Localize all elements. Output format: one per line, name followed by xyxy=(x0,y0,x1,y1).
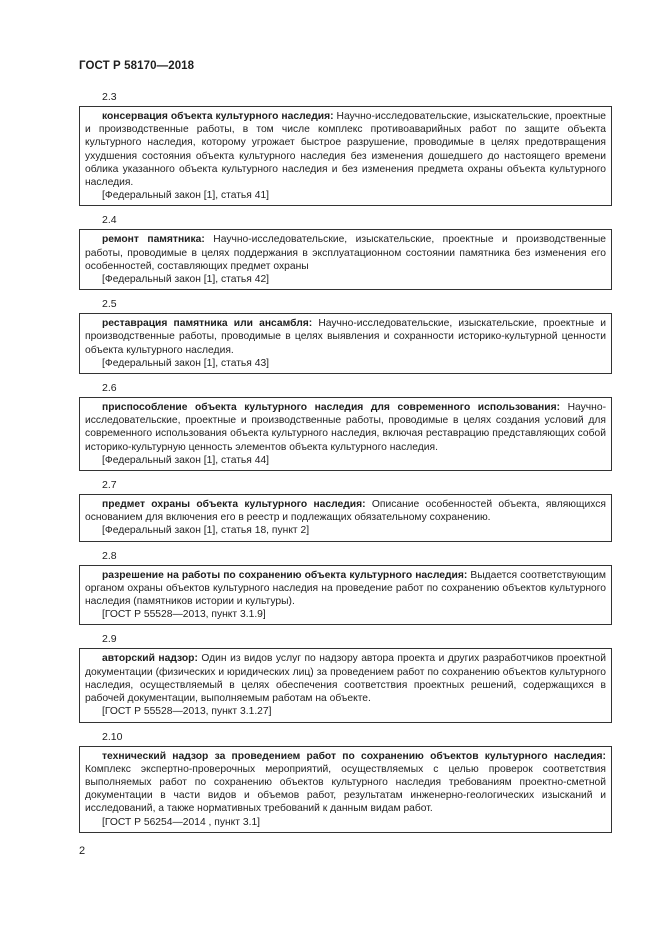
term-definition xyxy=(85,569,606,609)
definition-text: Описание особенностей объекта, являющихся основанием для включения его в реестр и подлежащих обязательному сохранению. xyxy=(85,499,606,524)
term-number: 2.10 xyxy=(102,730,123,743)
term-number: 2.3 xyxy=(102,91,117,103)
term-number: 2.9 xyxy=(102,633,117,646)
definition-text: Научно-исследовательские, проектные и производственные работы, проводимые в целях создания условий для современного использования объекта культурного наследия, включая реставрацию представляющих собой историко-культурную ценность элементов объекта культурного наследия. xyxy=(85,402,606,453)
term-entry xyxy=(79,479,612,542)
term-definition xyxy=(85,652,606,705)
term-source: [ГОСТ Р 55528—2013, пункт 3.1.27] xyxy=(102,706,272,718)
term-name: ремонт памятника: xyxy=(102,234,205,246)
definition-text: Научно-исследовательские, изыскательские, проектные и производственные работы, в том числе комплекс противоаварийных работ по защите объекта культурного наследия, которому угрожает быстрое разрушение, проводимые в целях предотвращения ухудшения состояния объекта культурного наследия без изменения дошедшего до настоящего времени облика указанного объекта культурного наследия и без изменения предмета охраны объекта культурного наследия. xyxy=(85,111,606,189)
definition-text: Научно-исследовательские, изыскательские, проектные и производственные работы, проводимые в целях поддержания в эксплуатационном состоянии памятника без изменения его особенностей, составляющих предмет охраны xyxy=(85,234,606,272)
document-header: ГОСТ Р 58170—2018 xyxy=(79,60,195,72)
term-definition xyxy=(85,498,606,524)
term-name: авторский надзор: xyxy=(102,653,198,665)
term-source: [Федеральный закон [1], статья 18, пункт 2] xyxy=(102,525,310,537)
term-source: [Федеральный закон [1], статья 41] xyxy=(102,190,270,202)
definition-text: Выдается соответствующим органом охраны объектов культурного наследия на проведение работ по сохранению объектов культурного наследия (памятников истории и культуры). xyxy=(85,569,606,608)
term-entry xyxy=(79,731,612,833)
term-box xyxy=(79,229,612,290)
term-source: [Федеральный закон [1], статья 43] xyxy=(102,357,270,369)
terms-list xyxy=(79,91,612,841)
term-definition xyxy=(85,110,606,189)
definition-text: Комплекс экспертно-проверочных мероприятий, осуществляемых с целью проверок соответствия выполняемых работ по сохранению объектов культурного наследия требованиям проектно-сметной документации в части видов и объемов работ, результатам инженерно-геологических изысканий и исследований, а также нормативных требований к данным видам работ. xyxy=(85,763,606,815)
term-number: 2.4 xyxy=(102,214,117,227)
term-source: [ГОСТ Р 55528—2013, пункт 3.1.9] xyxy=(102,609,266,621)
term-source: [ГОСТ Р 56254—2014 , пункт 3.1] xyxy=(102,816,261,828)
definition-text: Один из видов услуг по надзору автора проекта и других разработчиков проектной документации (физических и юридических лиц) за проведением работ по сохранению объектов культурного наследия, осуществляемый в целях обеспечения соответствия проектных решений, содержащихся в рабочей документации, выполняемым работам на объекте. xyxy=(85,653,606,705)
term-entry xyxy=(79,214,612,290)
term-definition xyxy=(85,750,606,816)
term-number: 2.6 xyxy=(102,382,117,395)
term-name: разрешение на работы по сохранению объекта культурного наследия: xyxy=(102,569,468,581)
term-definition xyxy=(85,233,606,273)
term-name: технический надзор за проведением работ по сохранению объектов культурного наследия: xyxy=(102,750,606,762)
term-number: 2.8 xyxy=(102,549,117,562)
term-entry xyxy=(79,91,612,206)
term-definition xyxy=(85,317,606,357)
term-entry xyxy=(79,550,612,626)
term-source: [Федеральный закон [1], статья 44] xyxy=(102,454,270,466)
term-source: [Федеральный закон [1], статья 42] xyxy=(102,274,270,286)
term-box xyxy=(79,313,612,374)
term-name: консервация объекта культурного наследия: xyxy=(102,111,334,122)
page-number: 2 xyxy=(79,845,86,857)
definition-text: Научно-исследовательские, изыскательские, проектные и производственные работы, проводимые в целях выявления и сохранности историко-культурной ценности объекта культурного наследия. xyxy=(85,318,606,356)
term-name: предмет охраны объекта культурного наследия: xyxy=(102,499,366,511)
term-number: 2.7 xyxy=(102,479,117,492)
term-box xyxy=(79,106,612,206)
term-name: реставрация памятника или ансамбля: xyxy=(102,318,313,330)
term-entry xyxy=(79,382,612,471)
term-entry xyxy=(79,633,612,722)
term-definition xyxy=(85,401,606,454)
term-box xyxy=(79,565,612,626)
term-box xyxy=(79,648,612,722)
term-box xyxy=(79,494,612,542)
term-entry xyxy=(79,298,612,374)
term-name: приспособление объекта культурного наследия для современного использования: xyxy=(102,402,561,414)
term-number: 2.5 xyxy=(102,298,117,311)
term-box xyxy=(79,746,612,833)
term-box xyxy=(79,397,612,471)
